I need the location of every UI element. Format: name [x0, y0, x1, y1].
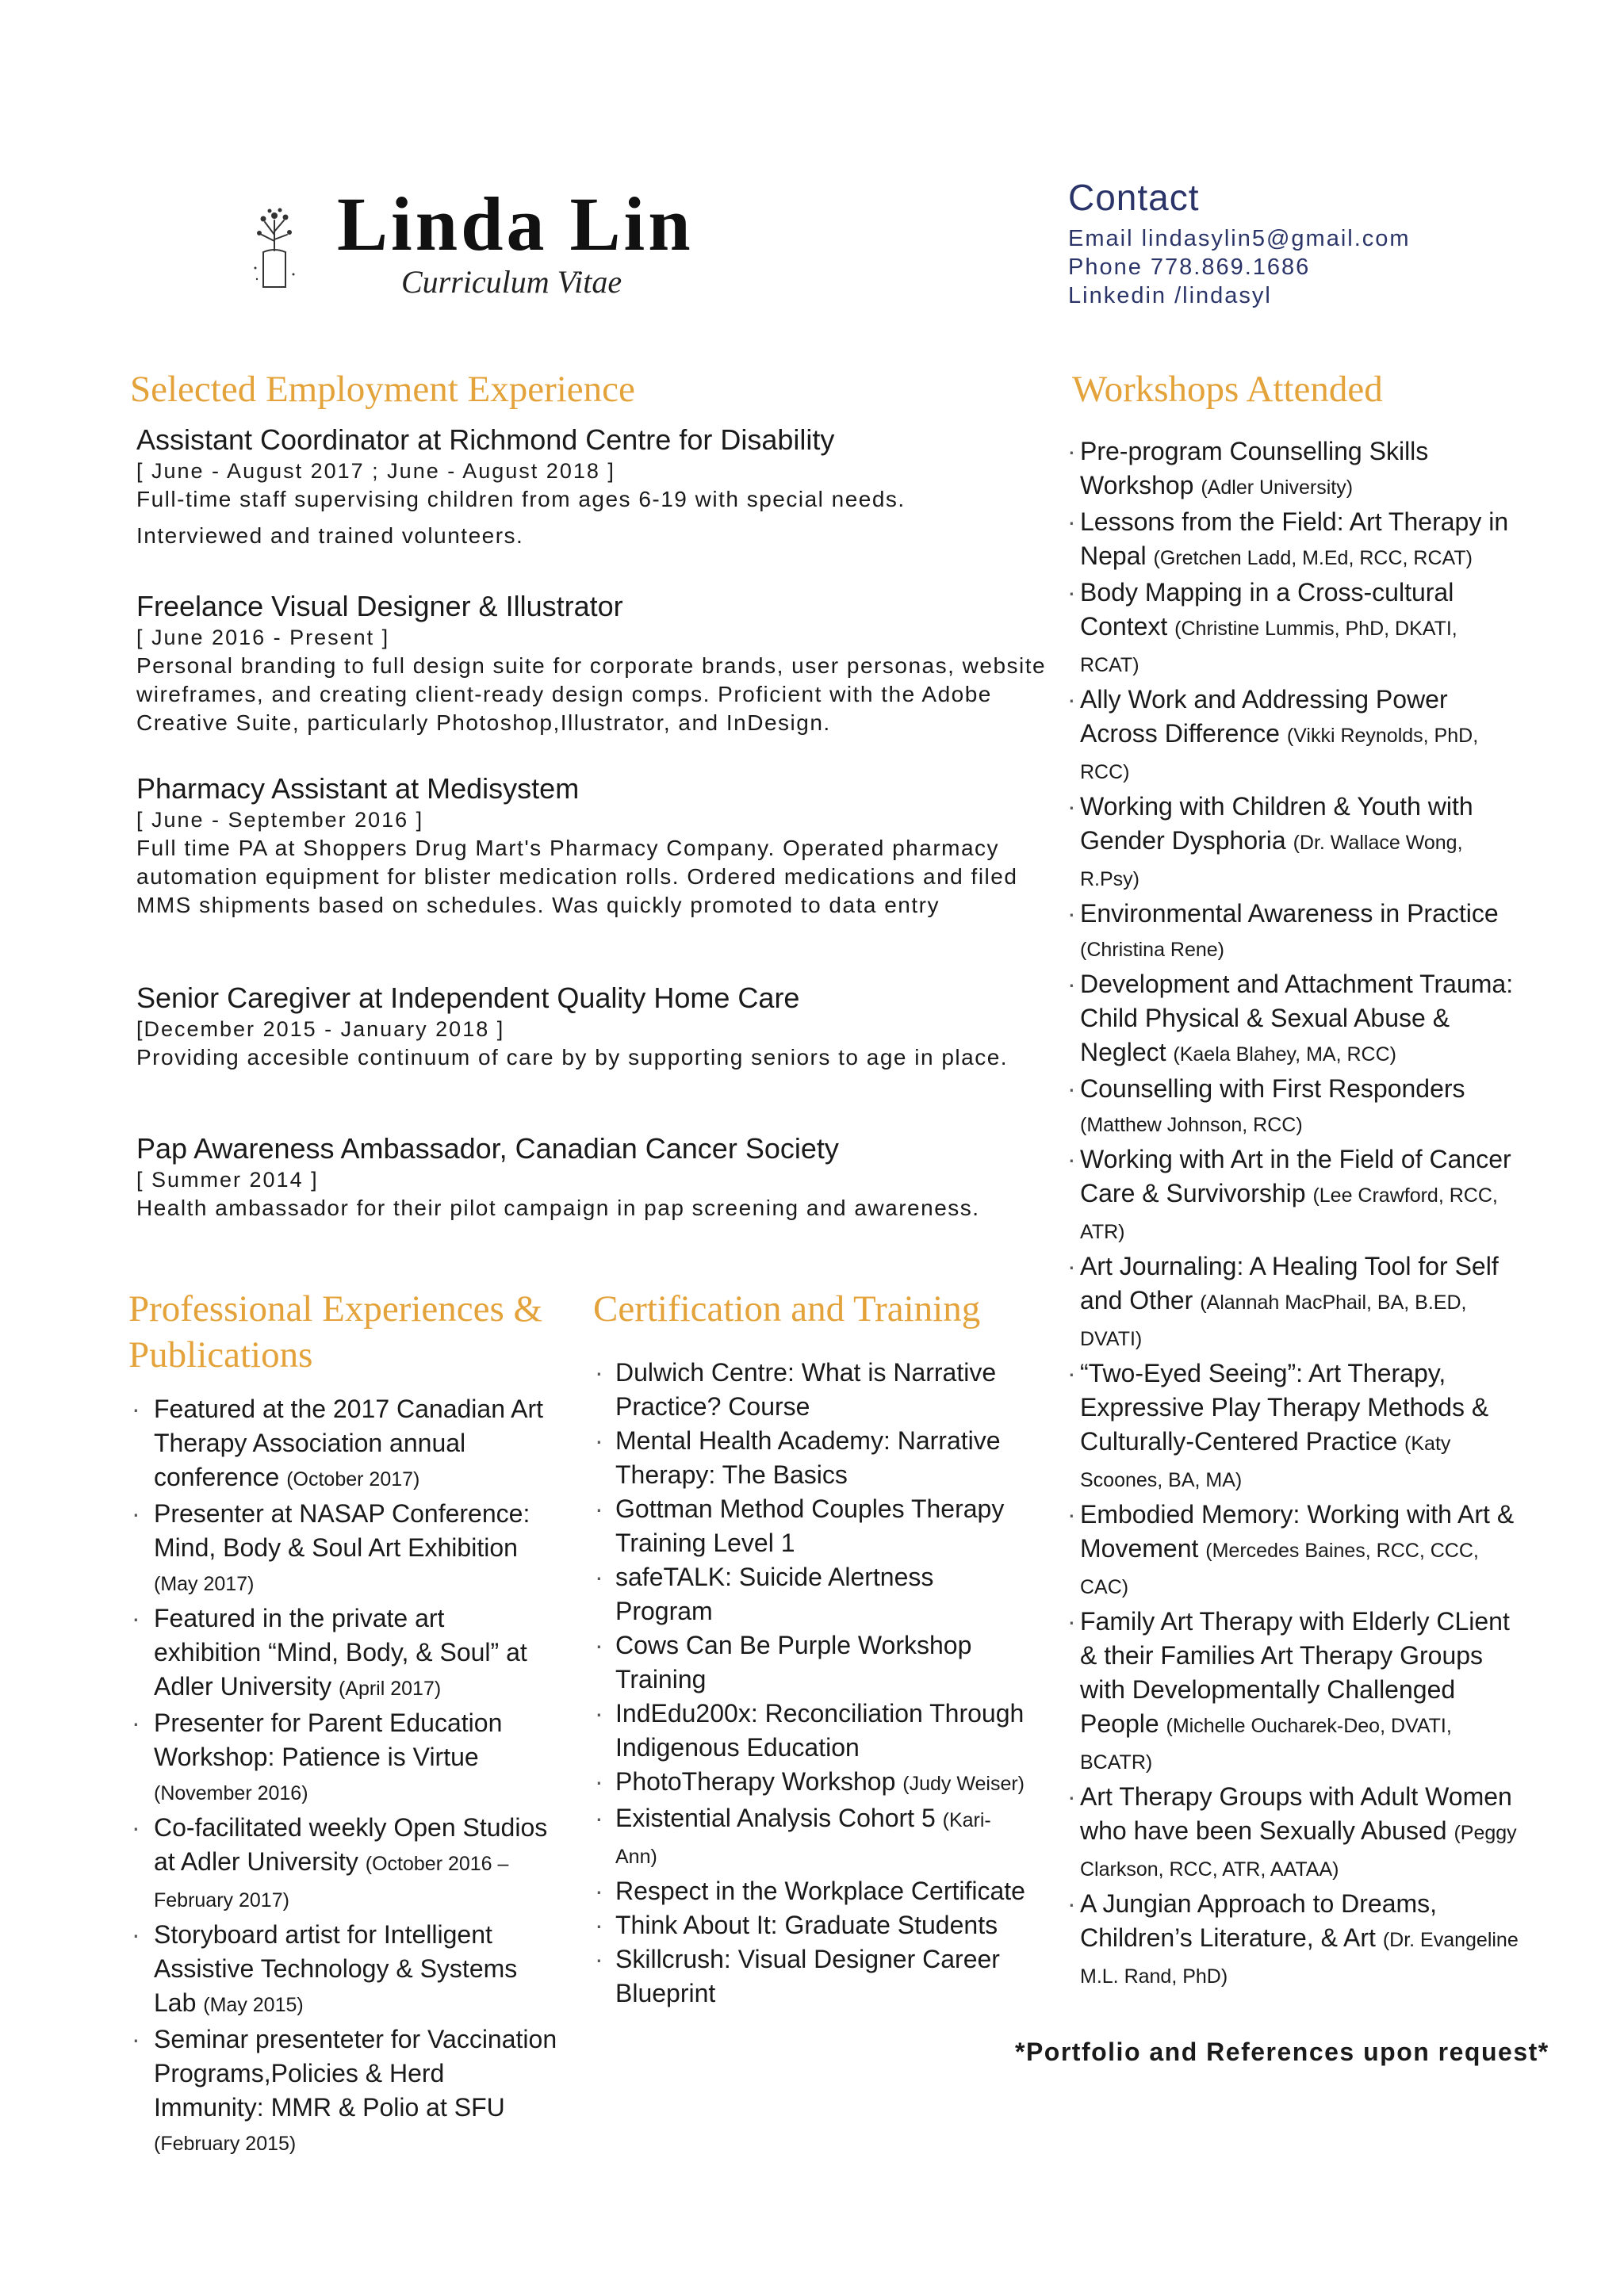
list-item [154, 1497, 558, 1601]
item-text: Development and Attachment Trauma: Child Physical & Sexual Abuse & Neglect [1080, 970, 1514, 1066]
item-text: Think About It: Graduate Students [615, 1911, 998, 1939]
job-entry [136, 1132, 1048, 1223]
portfolio-note: *Portfolio and References upon request* [1015, 2038, 1549, 2066]
list-item [615, 1697, 1028, 1765]
item-note: (Matthew Johnson, RCC) [1080, 1114, 1303, 1136]
item-note: (October 2016 – February 2017) [154, 1853, 509, 1911]
list-item [615, 1628, 1028, 1697]
contact-phone: Phone 778.869.1686 [1068, 254, 1311, 280]
item-text: Co-facilitated weekly Open Studios at Adler University [154, 1813, 548, 1876]
item-note: (November 2016) [154, 1782, 308, 1804]
list-item [1077, 967, 1521, 1072]
item-text: Pre-program Counselling Skills Workshop [1080, 437, 1429, 499]
list-item [1077, 1142, 1521, 1249]
item-note: (Michelle Oucharek-Deo, DVATI, BCATR) [1080, 1715, 1452, 1774]
job-entry [136, 982, 1048, 1072]
list-item [1077, 897, 1521, 967]
job-description: Full-time staff supervising children from ages 6-19 with special needs. [136, 487, 906, 511]
item-text: Dulwich Centre: What is Narrative Practice? Course [615, 1358, 997, 1421]
list-item [1077, 1780, 1521, 1887]
item-text: Lessons from the Field: Art Therapy in Nepal [1080, 507, 1509, 570]
item-text: Ally Work and Addressing Power Across Difference [1080, 685, 1448, 748]
list-item [615, 1908, 1028, 1942]
contact-email[interactable]: Email lindasylin5@gmail.com [1068, 226, 1411, 251]
item-text: A Jungian Approach to Dreams, Children’s Literature, & Art [1080, 1889, 1438, 1952]
job-description: Personal branding to full design suite for corporate brands, user personas, website wireframes, and creating client-ready design comps. Proficient with the Adobe Creative Suite, particularly Photoshop,Illustrator, and InDesign. [136, 653, 1047, 735]
certification-list [615, 1356, 1028, 2011]
list-item [154, 1706, 558, 1811]
item-note: (May 2015) [203, 1994, 304, 2016]
job-entry [136, 772, 1048, 920]
item-text: safeTALK: Suicide Alertness Program [615, 1563, 934, 1625]
job-title: Senior Caregiver at Independent Quality Home Care [136, 982, 800, 1014]
item-text: IndEdu200x: Reconciliation Through Indigenous Education [615, 1699, 1025, 1762]
item-text: Mental Health Academy: Narrative Therapy: The Basics [615, 1426, 1001, 1489]
list-item [154, 1918, 558, 2022]
document-subtitle: Curriculum Vitae [401, 264, 622, 300]
item-text: Featured at the 2017 Canadian Art Therapy Association annual conference [154, 1395, 544, 1491]
workshops-section-heading: Workshops Attended [1072, 369, 1383, 410]
job-dates: [ June - September 2016 ] [136, 808, 424, 832]
item-text: Gottman Method Couples Therapy Training Level 1 [615, 1494, 1005, 1557]
list-item [154, 1811, 558, 1918]
item-text: “Two-Eyed Seeing”: Art Therapy, Expressive Play Therapy Methods & Culturally-Centered Practice [1080, 1359, 1489, 1456]
item-note: (Lee Crawford, RCC, ATR) [1080, 1184, 1498, 1243]
item-text: Environmental Awareness in Practice [1080, 899, 1499, 928]
item-note: (October 2017) [286, 1468, 420, 1490]
list-item [1077, 1605, 1521, 1780]
employment-section-heading: Selected Employment Experience [130, 369, 635, 410]
item-note: (Peggy Clarkson, RCC, ATR, AATAA) [1080, 1822, 1517, 1881]
list-item [615, 1356, 1028, 1424]
list-item [1077, 1498, 1521, 1605]
item-text: Working with Art in the Field of Cancer Care & Survivorship [1080, 1145, 1511, 1207]
list-item [1077, 790, 1521, 897]
list-item [1077, 1887, 1521, 1994]
job-description: Health ambassador for their pilot campaign in pap screening and awareness. [136, 1196, 980, 1220]
job-entry [136, 590, 1048, 737]
list-item [154, 1392, 558, 1497]
list-item [615, 1801, 1028, 1874]
job-description: Interviewed and trained volunteers. [136, 523, 524, 548]
item-text: Presenter for Parent Education Workshop: Patience is Virtue [154, 1709, 503, 1771]
job-dates: [ June - August 2017 ; June - August 2018 ] [136, 459, 615, 483]
list-item [1077, 1357, 1521, 1498]
item-text: Seminar presenteter for Vaccination Programs,Policies & Herd Immunity: MMR & Polio at SFU [154, 2025, 557, 2122]
item-text: Cows Can Be Purple Workshop Training [615, 1631, 972, 1693]
certification-section-heading: Certification and Training [593, 1288, 981, 1330]
item-note: (Kari-Ann) [615, 1809, 991, 1868]
job-description: Full time PA at Shoppers Drug Mart's Pharmacy Company. Operated pharmacy automation equipment for blister medication rolls. Ordered medications and filed MMS shipments based on schedules. Was quickly promoted to data entry [136, 836, 1018, 917]
professional-heading-line: Publications [128, 1334, 313, 1376]
job-title: Pap Awareness Ambassador, Canadian Cancer Society [136, 1132, 839, 1165]
list-item [1077, 434, 1521, 505]
list-item [615, 1874, 1028, 1908]
job-title: Pharmacy Assistant at Medisystem [136, 772, 580, 805]
contact-heading: Contact [1068, 177, 1200, 218]
item-note: (Vikki Reynolds, PhD, RCC) [1080, 725, 1479, 783]
item-note: (Christina Rene) [1080, 939, 1225, 961]
workshops-list [1077, 434, 1521, 1994]
item-text: Presenter at NASAP Conference: Mind, Body & Soul Art Exhibition [154, 1499, 530, 1562]
job-dates: [ June 2016 - Present ] [136, 626, 390, 649]
item-note: (Alannah MacPhail, BA, B.ED, DVATI) [1080, 1292, 1467, 1350]
professional-section-heading [128, 1286, 542, 1378]
item-note: (February 2015) [154, 2133, 297, 2155]
professional-heading-line: Professional Experiences & [128, 1288, 543, 1330]
candidate-name: Linda Lin [337, 182, 694, 266]
job-description: Providing accesible continuum of care by by supporting seniors to age in place. [136, 1045, 1009, 1070]
item-text: Respect in the Workplace Certificate [615, 1877, 1025, 1905]
item-text: Embodied Memory: Working with Art & Movement [1080, 1500, 1515, 1563]
list-item [154, 1601, 558, 1706]
item-text: Body Mapping in a Cross-cultural Context [1080, 578, 1454, 641]
item-note: (Christine Lummis, PhD, DKATI, RCAT) [1080, 618, 1457, 676]
contact-linkedin[interactable]: Linkedin /lindasyl [1068, 283, 1272, 308]
item-text: Working with Children & Youth with Gender Dysphoria [1080, 792, 1473, 855]
item-note: (Dr. Wallace Wong, R.Psy) [1080, 832, 1463, 890]
list-item [154, 2022, 558, 2161]
job-dates: [ Summer 2014 ] [136, 1168, 319, 1192]
list-item [1077, 576, 1521, 683]
list-item [1077, 1072, 1521, 1142]
list-item [615, 1942, 1028, 2011]
list-item [1077, 1249, 1521, 1357]
list-item [615, 1424, 1028, 1492]
item-text: PhotoTherapy Workshop [615, 1767, 896, 1796]
item-note: (Kaela Blahey, MA, RCC) [1173, 1043, 1396, 1066]
item-note: (Dr. Evangeline M.L. Rand, PhD) [1080, 1929, 1519, 1988]
item-text: Storyboard artist for Intelligent Assistive Technology & Systems Lab [154, 1920, 518, 2017]
job-dates: [December 2015 - January 2018 ] [136, 1017, 505, 1041]
list-item [1077, 505, 1521, 576]
item-text: Counselling with First Responders [1080, 1074, 1465, 1103]
item-note: (May 2017) [154, 1573, 255, 1595]
item-text: Family Art Therapy with Elderly CLient & their Families Art Therapy Groups with Developmentally Challenged People [1080, 1607, 1510, 1738]
item-note: (Judy Weiser) [902, 1773, 1025, 1795]
job-title: Assistant Coordinator at Richmond Centre for Disability [136, 423, 835, 456]
item-text: Featured in the private art exhibition “Mind, Body, & Soul” at Adler University [154, 1604, 527, 1701]
item-text: Art Journaling: A Healing Tool for Self and Other [1080, 1252, 1499, 1314]
flower-vase-logo-icon [252, 203, 297, 290]
item-note: (Gretchen Ladd, M.Ed, RCC, RCAT) [1153, 547, 1473, 569]
job-entry [136, 423, 1048, 550]
item-text: Skillcrush: Visual Designer Career Blueprint [615, 1945, 1000, 2007]
list-item [1077, 683, 1521, 790]
list-item [615, 1765, 1028, 1801]
item-note: (April 2017) [338, 1678, 442, 1700]
item-text: Existential Analysis Cohort 5 [615, 1804, 936, 1832]
list-item [615, 1492, 1028, 1560]
professional-list [154, 1392, 558, 2161]
item-text: Art Therapy Groups with Adult Women who have been Sexually Abused [1080, 1782, 1512, 1845]
item-note: (Mercedes Baines, RCC, CCC, CAC) [1080, 1540, 1479, 1598]
job-title: Freelance Visual Designer & Illustrator [136, 590, 623, 622]
list-item [615, 1560, 1028, 1628]
item-note: (Adler University) [1201, 476, 1354, 499]
item-note: (Katy Scoones, BA, MA) [1080, 1433, 1451, 1491]
